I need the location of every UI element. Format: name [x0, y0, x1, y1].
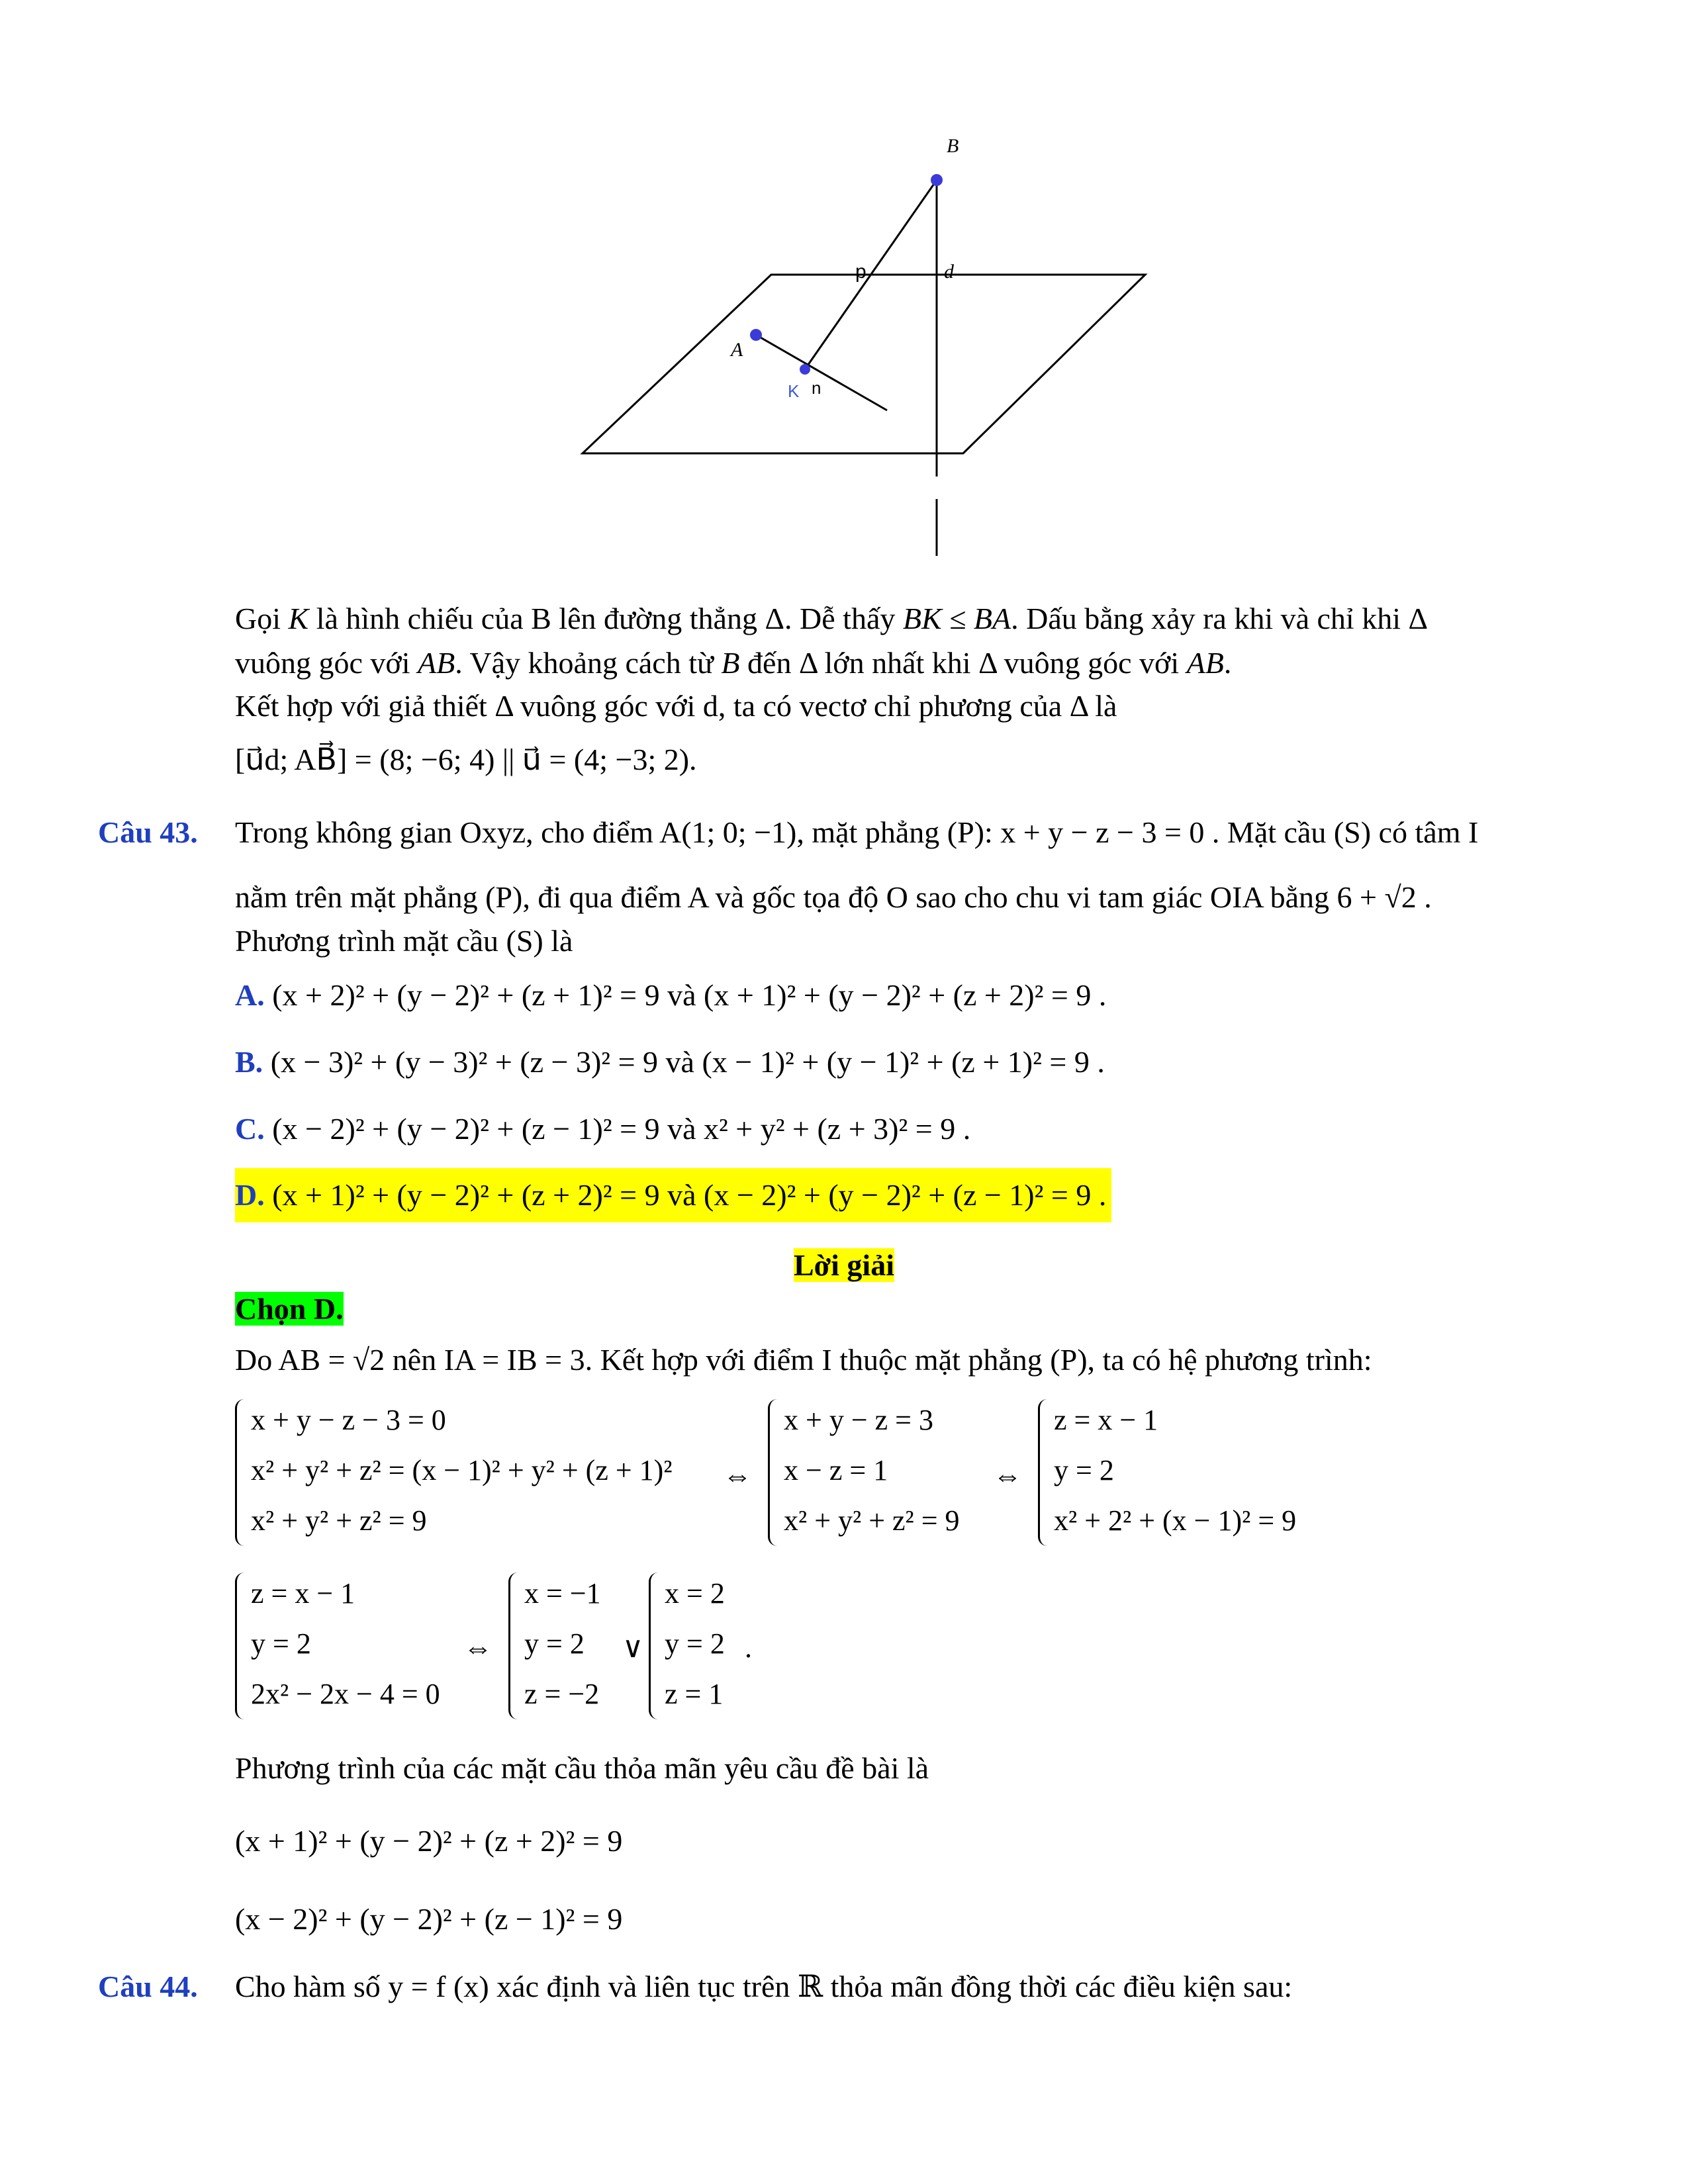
- label-d: d: [944, 261, 954, 283]
- system-1: [235, 1395, 673, 1546]
- label-k: K: [788, 381, 800, 401]
- system-4: [235, 1569, 440, 1719]
- system-row: y = 2: [665, 1627, 725, 1660]
- brace-icon: [649, 1572, 660, 1719]
- brace-icon: [768, 1399, 779, 1546]
- intro-text: đến Δ lớn nhất khi Δ vuông góc với: [739, 646, 1187, 680]
- label-n: n: [812, 378, 821, 398]
- option-text: (x + 2)² + (y − 2)² + (z + 1)² = 9 và (x + 1)² + (y − 2)² + (z + 2)² = 9 .: [272, 978, 1107, 1012]
- period: .: [745, 1631, 752, 1664]
- system-row: z = 1: [665, 1678, 724, 1710]
- solution-title-wrap: [0, 1246, 1688, 1285]
- system-2: [768, 1395, 960, 1546]
- system-row: y = 2: [524, 1627, 585, 1660]
- option-letter: C.: [235, 1112, 265, 1146]
- system-row: x = −1: [524, 1577, 601, 1610]
- intro-text: Gọi: [235, 602, 289, 635]
- system-row: x² + y² + z² = (x − 1)² + y² + (z + 1)²: [251, 1454, 673, 1486]
- equivalence-icon: ⇔: [993, 1459, 1022, 1492]
- brace-icon: [235, 1399, 246, 1546]
- point-b: [931, 174, 943, 186]
- intro-line-1: [235, 599, 1428, 639]
- system-row: 2x² − 2x − 4 = 0: [251, 1678, 440, 1710]
- q43-stem-2: nằm trên mặt phẳng (P), đi qua điểm A và gốc tọa độ O sao cho chu vi tam giác OIA bằng 6 + √2 .: [235, 880, 1432, 914]
- solution-line-1: Do AB = √2 nên IA = IB = 3. Kết hợp với điểm I thuộc mặt phẳng (P), ta có hệ phương trình:: [235, 1343, 1372, 1377]
- brace-icon: [508, 1572, 520, 1719]
- plane-p: [583, 275, 1145, 453]
- q43-option-c[interactable]: [235, 1109, 970, 1149]
- q43-stem-3: Phương trình mặt cầu (S) là: [235, 924, 573, 958]
- system-row: x² + y² + z² = 9: [251, 1504, 427, 1537]
- system-row: x + y − z − 3 = 0: [251, 1404, 446, 1436]
- system-row: y = 2: [1054, 1454, 1114, 1486]
- point-k: [800, 364, 810, 375]
- intro-text: .: [1223, 646, 1232, 680]
- intro-text: . Vậy khoảng cách từ: [455, 646, 722, 680]
- q43-label: Câu 43.: [98, 815, 198, 849]
- q44-label: Câu 44.: [98, 1970, 198, 2003]
- intro-line-2: [235, 643, 1231, 683]
- choose-answer-wrap: [235, 1289, 344, 1329]
- solution-title: Lời giải: [794, 1248, 894, 1282]
- result-equation-2: (x − 2)² + (y − 2)² + (z − 1)² = 9: [235, 1902, 623, 1936]
- option-letter: A.: [235, 978, 265, 1012]
- q43-stem-1: Trong không gian Oxyz, cho điểm A(1; 0; −1), mặt phẳng (P): x + y − z − 3 = 0 . Mặt cầu (S) có tâm I: [235, 815, 1479, 849]
- system-row: y = 2: [251, 1627, 311, 1660]
- intro-text: vuông góc với: [235, 646, 418, 680]
- system-row: z = x − 1: [251, 1577, 355, 1610]
- system-3: [1038, 1395, 1296, 1546]
- result-equation-1: (x + 1)² + (y − 2)² + (z + 2)² = 9: [235, 1824, 623, 1858]
- equivalence-icon: ⇔: [463, 1631, 492, 1664]
- choose-answer: Chọn D.: [235, 1292, 344, 1326]
- point-a: [750, 329, 762, 341]
- intro-text: AB: [1186, 646, 1224, 680]
- q43-option-d[interactable]: [235, 1168, 1111, 1222]
- brace-icon: [235, 1572, 246, 1719]
- system-6: [649, 1569, 725, 1719]
- intro-line-4: [u⃗d; AB⃗] = (8; −6; 4) || u⃗ = (4; −3; 2).: [235, 743, 697, 776]
- system-row: x = 2: [665, 1577, 725, 1610]
- option-text: (x − 3)² + (y − 3)² + (z − 3)² = 9 và (x − 1)² + (y − 1)² + (z + 1)² = 9 .: [270, 1045, 1105, 1079]
- option-text: (x − 2)² + (y − 2)² + (z − 1)² = 9 và x² + y² + (z + 3)² = 9 .: [272, 1112, 971, 1146]
- q44-stem: Cho hàm số y = f (x) xác định và liên tục trên ℝ thỏa mãn đồng thời các điều kiện sau:: [235, 1970, 1293, 2003]
- label-p: p: [855, 261, 867, 283]
- intro-text: là hình chiếu của B lên đường thẳng Δ. Dễ thấy: [308, 602, 903, 635]
- result-intro: Phương trình của các mặt cầu thỏa mãn yêu cầu đề bài là: [235, 1751, 929, 1785]
- system-row: x − z = 1: [784, 1454, 888, 1486]
- label-b: B: [947, 135, 959, 157]
- system-row: z = x − 1: [1054, 1404, 1158, 1436]
- label-a: A: [731, 339, 743, 361]
- geometry-figure: [569, 126, 1205, 576]
- equivalence-icon: ⇔: [723, 1459, 752, 1492]
- intro-text: BK ≤ BA: [902, 602, 1011, 635]
- system-row: x² + 2² + (x − 1)² = 9: [1054, 1504, 1297, 1537]
- system-row: x² + y² + z² = 9: [784, 1504, 960, 1537]
- intro-line-3: Kết hợp với giả thiết Δ vuông góc với d, ta có vectơ chỉ phương của Δ là: [235, 689, 1117, 723]
- option-letter: B.: [235, 1045, 263, 1079]
- brace-icon: [1038, 1399, 1049, 1546]
- intro-text: B: [721, 646, 740, 680]
- line-d-gap: [933, 477, 940, 499]
- intro-text: . Dấu bằng xảy ra khi và chỉ khi Δ: [1011, 602, 1429, 635]
- system-5: [508, 1569, 601, 1719]
- system-row: x + y − z = 3: [784, 1404, 933, 1436]
- intro-text: AB: [418, 646, 455, 680]
- intro-text: K: [288, 602, 309, 635]
- q43-option-b[interactable]: [235, 1042, 1105, 1082]
- system-row: z = −2: [524, 1678, 600, 1710]
- option-letter: D.: [235, 1178, 265, 1212]
- option-text: (x + 1)² + (y − 2)² + (z + 2)² = 9 và (x − 2)² + (y − 2)² + (z − 1)² = 9 .: [272, 1178, 1107, 1212]
- or-icon: ∨: [622, 1631, 644, 1664]
- q43-option-a[interactable]: [235, 976, 1106, 1015]
